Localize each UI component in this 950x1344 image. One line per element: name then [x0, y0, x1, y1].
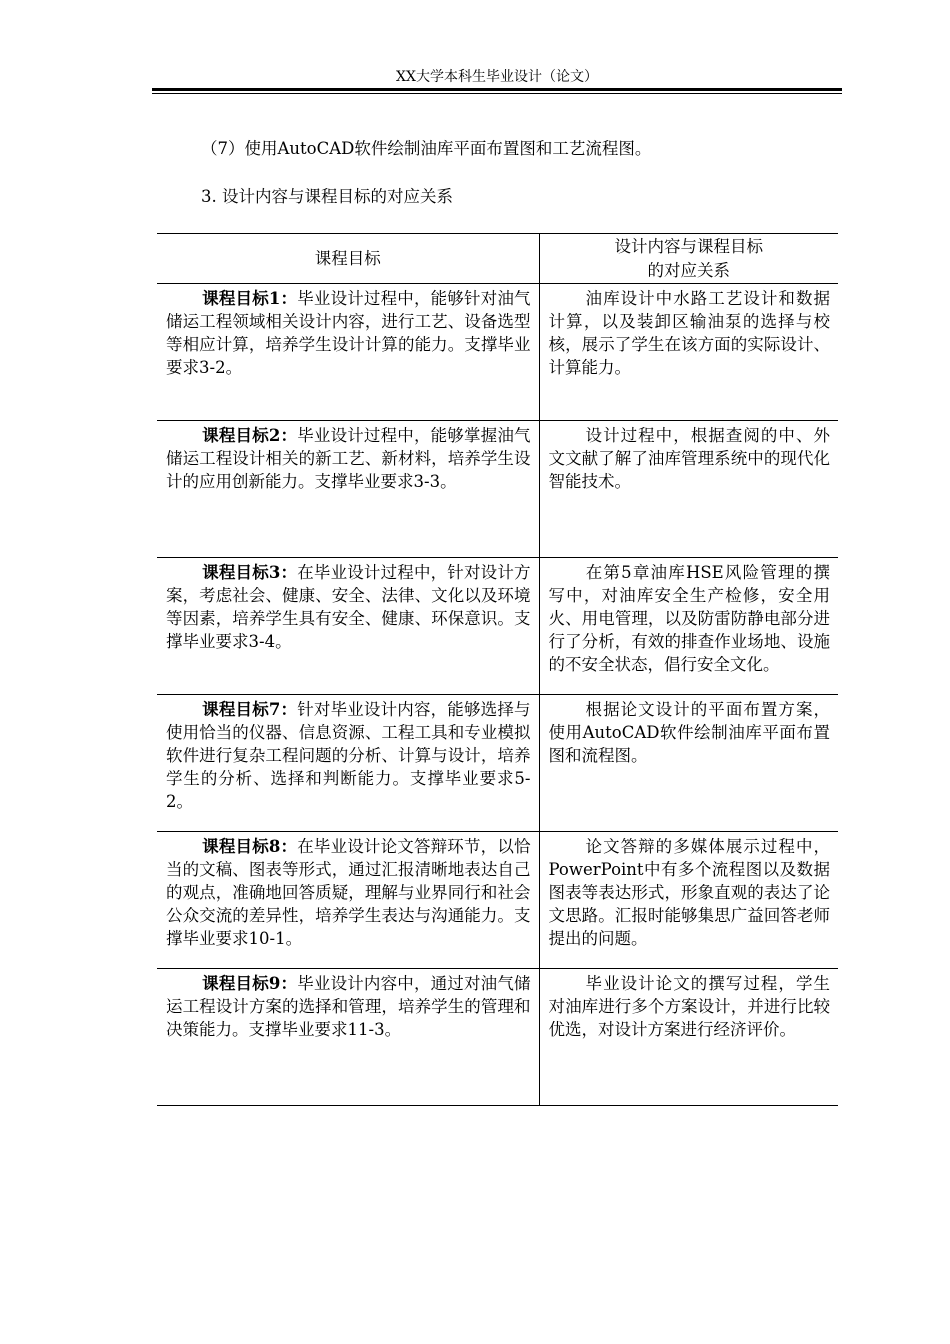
goal-cell — [157, 284, 539, 421]
section-heading: 3. 设计内容与课程目标的对应关系 — [201, 187, 453, 206]
goal-cell — [157, 695, 539, 832]
goal-cell — [157, 558, 539, 695]
goal-text: 针对毕业设计内容，能够选择与使用恰当的仪器、信息资源、工程工具和专业模拟软件进行复杂工程问题的分析、计算与设计，培养学生的分析、选择和判断能力。支撑毕业要求5-2。 — [166, 700, 531, 811]
relation-text: 论文答辩的多媒体展示过程中，PowerPoint中有多个流程图以及数据图表等表达形式，形象直观的表达了论文思路。汇报时能够集思广益回答老师提出的问题。 — [548, 837, 830, 948]
relation-text: 油库设计中水路工艺设计和数据计算，以及装卸区输油泵的选择与校核，展示了学生在该方面的实际设计、计算能力。 — [548, 289, 830, 377]
header-relation-line2: 的对应关系 — [647, 260, 730, 280]
goal-label: 课程目标7： — [202, 700, 298, 719]
table-header-row — [157, 234, 838, 284]
relation-cell — [539, 421, 838, 558]
goal-cell — [157, 832, 539, 969]
list-item-7: （7）使用AutoCAD软件绘制油库平面布置图和工艺流程图。 — [201, 139, 652, 158]
table-row — [157, 421, 838, 558]
relation-cell — [539, 695, 838, 832]
goal-text: 毕业设计内容中，通过对油气储运工程设计方案的选择和管理，培养学生的管理和决策能力。支撑毕业要求11-3。 — [166, 974, 531, 1039]
relation-cell — [539, 969, 838, 1106]
header-rule-thin — [152, 93, 842, 94]
relation-text: 在第5章油库HSE风险管理的撰写中，对油库安全生产检修，安全用火、用电管理，以及防雷防静电部分进行了分析，有效的排查作业场地、设施的不安全状态，倡行安全文化。 — [548, 563, 830, 674]
table-row — [157, 558, 838, 695]
goal-cell — [157, 421, 539, 558]
relation-cell — [539, 832, 838, 969]
goal-text: 在毕业设计过程中，针对设计方案，考虑社会、健康、安全、法律、文化以及环境等因素，培养学生具有安全、健康、环保意识。支撑毕业要求3-4。 — [166, 563, 531, 651]
goal-text: 在毕业设计论文答辩环节，以恰当的文稿、图表等形式，通过汇报清晰地表达自己的观点，准确地回答质疑，理解与业界同行和社会公众交流的差异性，培养学生表达与沟通能力。支撑毕业要求10-1。 — [166, 837, 531, 948]
goal-label: 课程目标8： — [202, 837, 298, 856]
course-goal-table — [157, 233, 838, 1106]
goal-text: 毕业设计过程中，能够掌握油气储运工程设计相关的新工艺、新材料，培养学生设计的应用创新能力。支撑毕业要求3-3。 — [166, 426, 531, 491]
table-row — [157, 284, 838, 421]
relation-text: 根据论文设计的平面布置方案，使用AutoCAD软件绘制油库平面布置图和流程图。 — [548, 700, 830, 765]
header-rule-thick — [152, 88, 842, 91]
table-row — [157, 832, 838, 969]
goal-label: 课程目标9： — [202, 974, 298, 993]
header-relation — [539, 234, 838, 284]
goal-cell — [157, 969, 539, 1106]
table-row — [157, 695, 838, 832]
relation-cell — [539, 284, 838, 421]
page-header-title: XX大学本科生毕业设计（论文） — [396, 69, 598, 85]
goal-label: 课程目标1： — [202, 289, 298, 308]
header-relation-line1: 设计内容与课程目标 — [614, 236, 763, 256]
header-course-goal: 课程目标 — [157, 234, 539, 284]
goal-label: 课程目标3： — [202, 563, 298, 582]
goal-text: 毕业设计过程中，能够针对油气储运工程领域相关设计内容，进行工艺、设备选型等相应计算，培养学生设计计算的能力。支撑毕业要求3-2。 — [166, 289, 531, 377]
relation-cell — [539, 558, 838, 695]
goal-label: 课程目标2： — [202, 426, 298, 445]
table-row — [157, 969, 838, 1106]
relation-text: 毕业设计论文的撰写过程，学生对油库进行多个方案设计，并进行比较优选，对设计方案进行经济评价。 — [548, 974, 830, 1039]
relation-text: 设计过程中，根据查阅的中、外文文献了解了油库管理系统中的现代化智能技术。 — [548, 426, 830, 491]
